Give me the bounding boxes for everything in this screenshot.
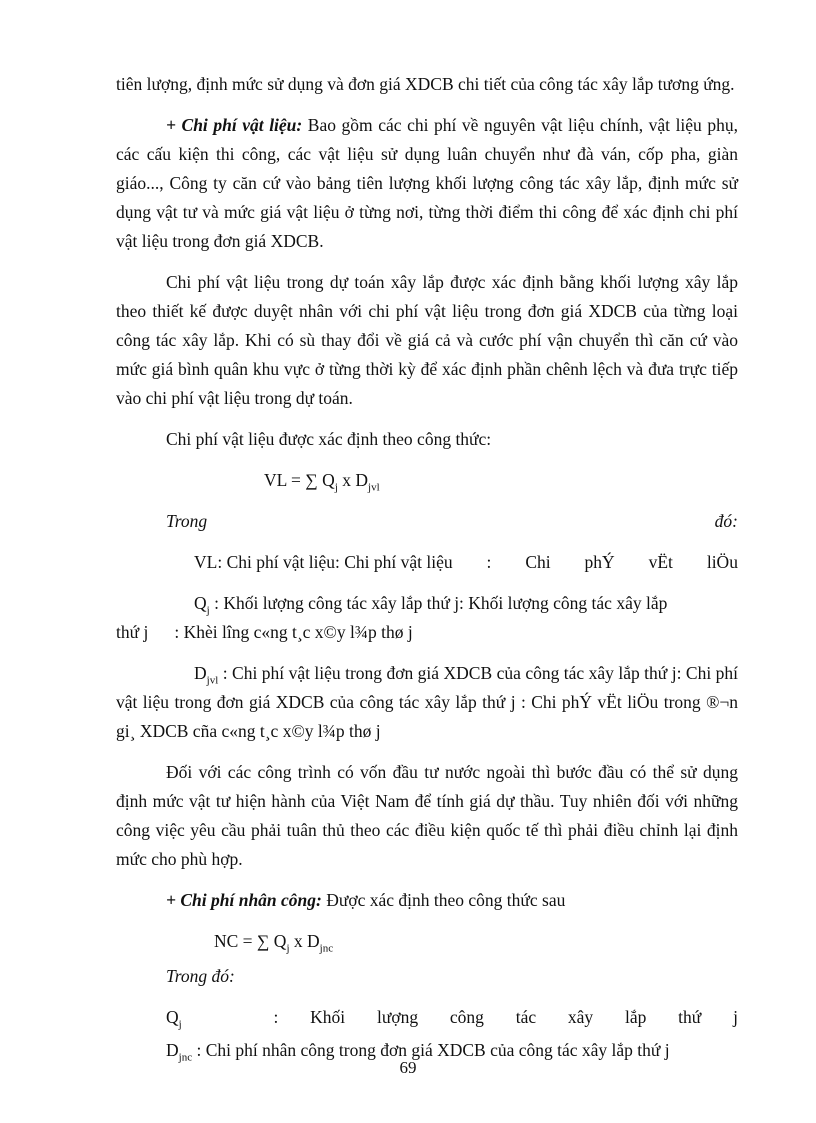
djvl-symbol: D	[194, 663, 207, 683]
djvl-sub: jvl	[206, 674, 219, 687]
paragraph-labor-cost	[116, 886, 738, 915]
djnc-text: : Chi phí nhân công trong đơn giá XDCB của công tác xây lắp thứ j	[192, 1040, 670, 1060]
qj-line2a: thứ j	[116, 622, 149, 642]
formula2-lhs: NC =	[214, 931, 257, 951]
qj2-w3: lượng	[376, 1007, 419, 1027]
material-cost-label: + Chi phí vật liệu:	[166, 115, 303, 135]
vl-def-b: :	[486, 552, 492, 572]
sigma-symbol: ∑	[305, 470, 318, 490]
formula-lhs: VL =	[264, 470, 301, 490]
where-word-2: đó:	[714, 511, 738, 531]
djvl-definition	[116, 659, 738, 746]
qj-line2b: : Khèi lîng c«ng t¸c x©y l¾p thø j	[174, 622, 413, 642]
vl-def-c: Chi	[525, 552, 551, 572]
formula-nc	[116, 927, 738, 956]
vl-def-a: VL: Chi phí vật liệu: Chi phí vật liệu	[194, 552, 453, 572]
qj2-w9: j	[733, 1007, 738, 1027]
formula-vl	[116, 466, 738, 495]
labor-cost-text: Được xác định theo công thức sau	[321, 890, 566, 910]
formula2-q: Q	[269, 931, 287, 951]
formula-q: Q	[322, 470, 335, 490]
qj-nc-definition	[116, 1003, 738, 1032]
where-line-1	[116, 507, 738, 536]
djnc-sub: jnc	[178, 1051, 193, 1064]
paragraph-formula-intro: Chi phí vật liệu được xác định theo công thức:	[166, 429, 492, 449]
paragraph-foreign-capital: Đối với các công trình có vốn đầu tư nước ngoài thì bước đầu có thể sử dụng định mức vật tư hiện hành của Việt Nam để tính giá dự thầu. Tuy nhiên đối với những công việc yêu cầu phải tuân thủ theo các điều kiện quốc tế thì phải điều chỉnh lại định mức cho phù hợp.	[116, 762, 738, 869]
labor-cost-label: + Chi phí nhân công:	[166, 890, 322, 910]
where-line-2: Trong đó:	[166, 966, 235, 986]
qj2-colon: :	[273, 1007, 279, 1027]
paragraph-continuation: tiên lượng, định mức sử dụng và đơn giá XDCB chi tiết của công tác xây lắp tương ứng.	[116, 74, 735, 94]
sigma-symbol-2: ∑	[256, 931, 270, 951]
qj2-q: Q	[166, 1007, 179, 1027]
qj2-w2: Khối	[310, 1007, 346, 1027]
formula-d-sub: jvl	[368, 481, 380, 494]
qj-definition-line2	[116, 618, 738, 647]
qj2-w8: thứ	[678, 1007, 702, 1027]
qj-sub: j	[206, 604, 210, 617]
formula2-x-d: x D	[289, 931, 320, 951]
vl-def-e: vËt	[648, 552, 673, 572]
qj-text: : Khối lượng công tác xây lắp thứ j: Khối lượng công tác xây lắp	[209, 593, 668, 613]
djnc-symbol: D	[166, 1040, 179, 1060]
qj2-w5: tác	[515, 1007, 537, 1027]
formula2-q-sub: j	[286, 942, 290, 955]
qj2-w7: lắp	[624, 1007, 647, 1027]
djvl-text: : Chi phí vật liệu trong đơn giá XDCB của công tác xây lắp thứ j: Chi phí vật liệu trong đơn giá XDCB của công tác xây lắp thứ j : Chi phÝ vËt liÖu trong ®¬n gi¸ XDCB cña c«ng t¸c x©y l¾p thø j	[116, 663, 738, 741]
qj-symbol: Q	[194, 593, 207, 613]
paragraph-material-estimate: Chi phí vật liệu trong dự toán xây lắp được xác định bằng khối lượng xây lắp theo thiết kế được duyệt nhân với chi phí vật liệu trong đơn giá XDCB của từng loại công tác xây lắp. Khi có sù thay đổi về giá cả và cước phí vận chuyển thì căn cứ vào mức giá bình quân khu vực ở từng thời kỳ để xác định phần chênh lệch và đưa trực tiếp vào chi phí vật liệu trong dự toán.	[116, 272, 738, 408]
qj2-w6: xây	[567, 1007, 594, 1027]
paragraph-material-cost	[116, 111, 738, 256]
qj-definition	[116, 589, 738, 618]
vl-def-d: phÝ	[584, 552, 615, 572]
qj2-symbol	[166, 1003, 182, 1032]
vl-def-f: liÖu	[706, 552, 738, 572]
qj2-w4: công	[449, 1007, 484, 1027]
page-number: 69	[399, 1058, 417, 1077]
formula-q-sub: j	[334, 481, 338, 494]
qj2-sub: j	[178, 1018, 182, 1031]
vl-definition	[116, 548, 738, 577]
material-cost-text: Bao gồm các chi phí về nguyên vật liệu chính, vật liệu phụ, các cấu kiện thi công, các vật liệu sử dụng luân chuyển như đà ván, cốp pha, giàn giáo..., Công ty căn cứ vào bảng tiên lượng khối lượng công tác xây lắp, định mức sử dụng vật tư và mức giá vật liệu ở từng nơi, từng thời điểm thi công để xác định chi phí vật liệu trong đơn giá XDCB.	[116, 115, 738, 251]
formula-x-d: x D	[342, 470, 369, 490]
formula2-d-sub: jnc	[319, 942, 334, 955]
document-page	[116, 70, 738, 1065]
where-word: Trong	[166, 511, 208, 531]
